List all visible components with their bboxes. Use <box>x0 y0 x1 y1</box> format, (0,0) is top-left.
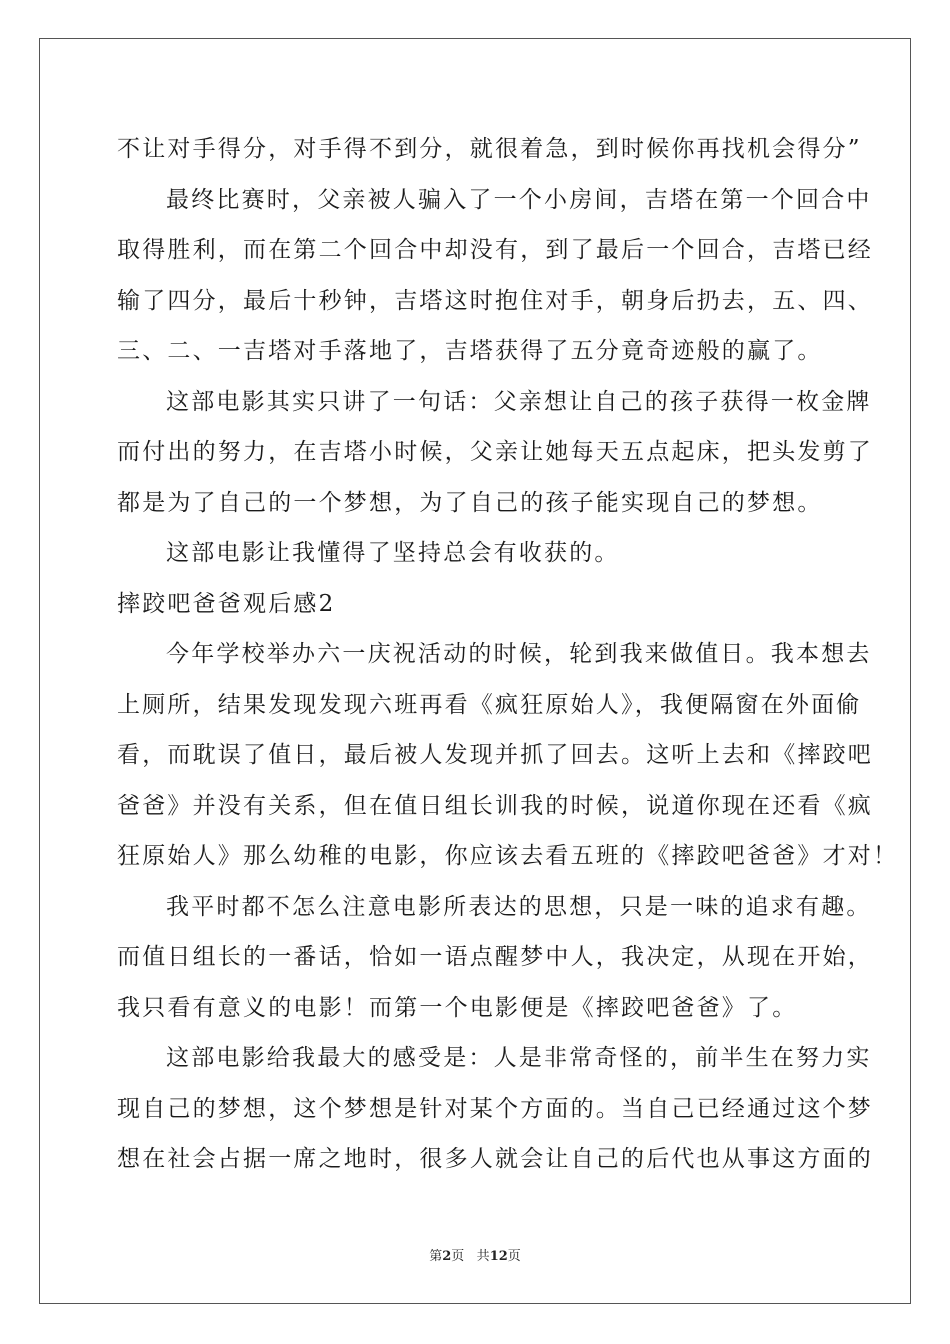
text-line: 这部电影给我最大的感受是：人是非常奇怪的，前半生在努力实 <box>166 1045 872 1071</box>
text-line: 三、二、一吉塔对手落地了，吉塔获得了五分竟奇迹般的赢了。 <box>117 338 823 364</box>
text-line: 这部电影其实只讲了一句话：父亲想让自己的孩子获得一枚金牌 <box>166 388 872 415</box>
document-body <box>117 124 899 1185</box>
text-line: 我只看有意义的电影！而第一个电影便是《摔跤吧爸爸》了。 <box>117 994 798 1021</box>
text-line: 狂原始人》那么幼稚的电影，你应该去看五班的《摔跤吧爸爸》才对！ <box>117 843 899 869</box>
section-heading: 摔跤吧爸爸观后感2 <box>117 590 336 617</box>
text-line: 我平时都不怎么注意电影所表达的思想，只是一味的追求有趣。 <box>166 893 872 920</box>
text-line: 上厕所，结果发现发现六班再看《疯狂原始人》，我便隔窗在外面偷 <box>117 691 862 718</box>
footer-total-prefix: 共 <box>476 1249 490 1264</box>
footer-prefix: 第 <box>429 1249 443 1264</box>
footer-total-pages: 12 <box>489 1249 508 1264</box>
text-line: 不让对手得分，对手得不到分，就很着急，到时候你再找机会得分” <box>117 136 862 162</box>
text-line: 爸爸》并没有关系，但在值日组长训我的时候，说道你现在还看《疯 <box>117 792 873 819</box>
text-line: 取得胜利，而在第二个回合中却没有，到了最后一个回合，吉塔已经 <box>117 237 873 263</box>
footer-page-number: 2 <box>442 1249 452 1264</box>
footer-page-suffix: 页 <box>451 1249 465 1264</box>
text-line: 想在社会占据一席之地时，很多人就会让自己的后代也从事这方面的 <box>117 1146 873 1172</box>
page-footer <box>0 1248 950 1266</box>
text-line: 而付出的努力，在吉塔小时候，父亲让她每天五点起床，把头发剪了 <box>117 439 873 465</box>
text-line: 最终比赛时，父亲被人骗入了一个小房间，吉塔在第一个回合中 <box>166 186 872 213</box>
text-line: 今年学校举办六一庆祝活动的时候，轮到我来做值日。我本想去 <box>166 641 872 667</box>
text-line: 都是为了自己的一个梦想，为了自己的孩子能实现自己的梦想。 <box>117 489 823 516</box>
text-line: 看，而耽误了值日，最后被人发现并抓了回去。这听上去和《摔跤吧 <box>117 742 873 768</box>
text-line: 而值日组长的一番话，恰如一语点醒梦中人，我决定，从现在开始， <box>117 944 873 970</box>
text-line: 现自己的梦想，这个梦想是针对某个方面的。当自己已经通过这个梦 <box>117 1095 873 1122</box>
text-line: 这部电影让我懂得了坚持总会有收获的。 <box>166 540 620 566</box>
footer-total-suffix: 页 <box>507 1249 521 1264</box>
text-line: 输了四分，最后十秒钟，吉塔这时抱住对手，朝身后扔去，五、四、 <box>117 287 873 314</box>
